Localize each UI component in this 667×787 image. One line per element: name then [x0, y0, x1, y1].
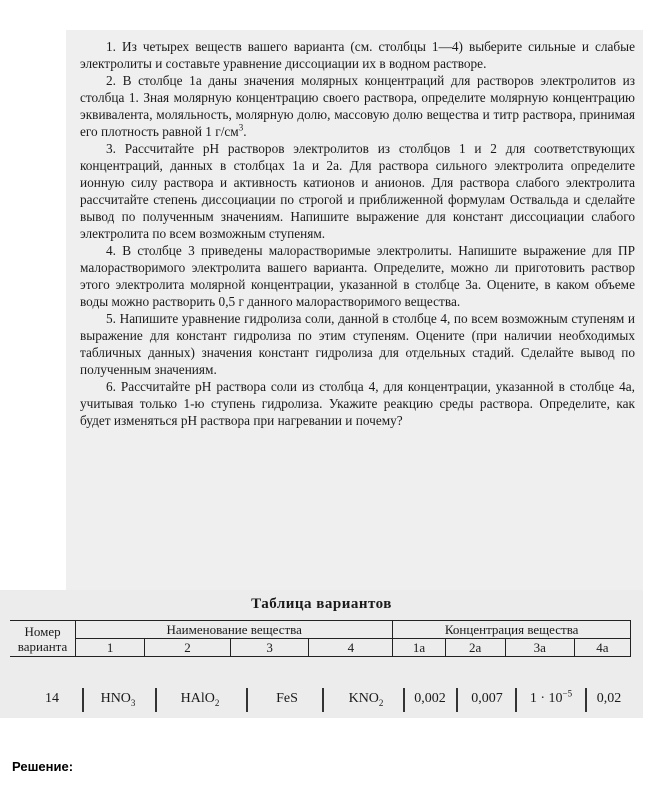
cell-substance-4: $KNO_2$ [348, 691, 384, 708]
table-title: Таблица вариантов [251, 596, 392, 612]
solution-label: Решение: [12, 759, 74, 774]
subcol-1a: 1а [393, 639, 445, 657]
subcol-3: 3 [230, 639, 308, 657]
subcol-4a: 4а [574, 639, 630, 657]
col-group-concentration: Концентрация вещества [393, 621, 631, 639]
cell-variant: 14 [45, 691, 59, 706]
task-1: 1. Из четырех веществ вашего варианта (см. столбцы 1—4) выберите сильные и слабые электролиты и составьте уравнение диссоциации их в водном растворе. [80, 39, 635, 71]
task-2-text: 2. В столбце 1а даны значения молярных концентраций для растворов электролитов из столбца 1. Зная молярную концентрацию своего раствора, определите молярную концентрацию эквивалента, моляльность, молярную долю, массовую долю вещества и титр раствора, принимая его плотность равной 1 г/см [80, 73, 635, 139]
task-6: 6. Рассчитайте рН раствора соли из столбца 4, для концентрации, указанной в столбце 4а, учитывая только 1-ю ступень гидролиза. Укажите реакцию среды раствора. Определите, как будет изменяться рН раствора при нагревании и почему? [80, 379, 635, 428]
subcol-2a: 2а [445, 639, 505, 657]
cell-conc-3a: $1 \cdot 10^{-5}$ [529, 688, 573, 706]
cell-substance-3: FeS [276, 691, 298, 706]
col-variant-header: Номер варианта [10, 621, 76, 657]
cell-conc-1a: 0,002 [414, 691, 446, 706]
subcol-1: 1 [76, 639, 145, 657]
task-list [80, 38, 635, 429]
variants-table-header [10, 620, 631, 657]
col-group-names: Наименование вещества [76, 621, 393, 639]
cell-conc-2a: 0,007 [471, 691, 503, 706]
table-row [10, 688, 631, 714]
cell-substance-1: $HNO_3$ [100, 691, 136, 708]
subcol-2: 2 [145, 639, 231, 657]
subcol-3a: 3а [505, 639, 574, 657]
task-2-unit-exponent: 3 [238, 122, 244, 133]
task-2 [80, 72, 635, 140]
task-4: 4. В столбце 3 приведены малорастворимые электролиты. Напишите выражение для ПР малорастворимого электролита вашего варианта. Определите, можно ли приготовить раствор этого электролита молярной концентрации, указанной в столбце 3а. Оцените, в каком объеме воды можно растворить 0,5 г данного малорастворимого вещества. [80, 243, 635, 309]
cell-conc-4a: 0,02 [596, 691, 622, 706]
task-2-end: . [243, 124, 247, 139]
task-5: 5. Напишите уравнение гидролиза соли, данной в столбце 4, по всем возможным ступеням и выражение для констант гидролиза по этим ступеням. Оцените (при наличии необходимых табличных данных) значения констант гидролиза для отдельных стадий. Сделайте вывод по полученным значениям. [80, 311, 635, 377]
subcol-4: 4 [309, 639, 393, 657]
cell-substance-2: HAlO$_2$ [180, 691, 220, 708]
task-3: 3. Рассчитайте рН растворов электролитов из столбцов 1 и 2 для соответствующих концентраций, данных в столбцах 1а и 2а. Для раствора сильного электролита определите ионную силу раствора и активность катионов и анионов. Для раствора слабого электролита рассчитайте степень диссоциации по строгой и приближенной формулам Оствальда и сделайте вывод по полученным значениям. Напишите выражение для констант диссоциации слабого электролита по всем возможным ступеням. [80, 141, 635, 241]
